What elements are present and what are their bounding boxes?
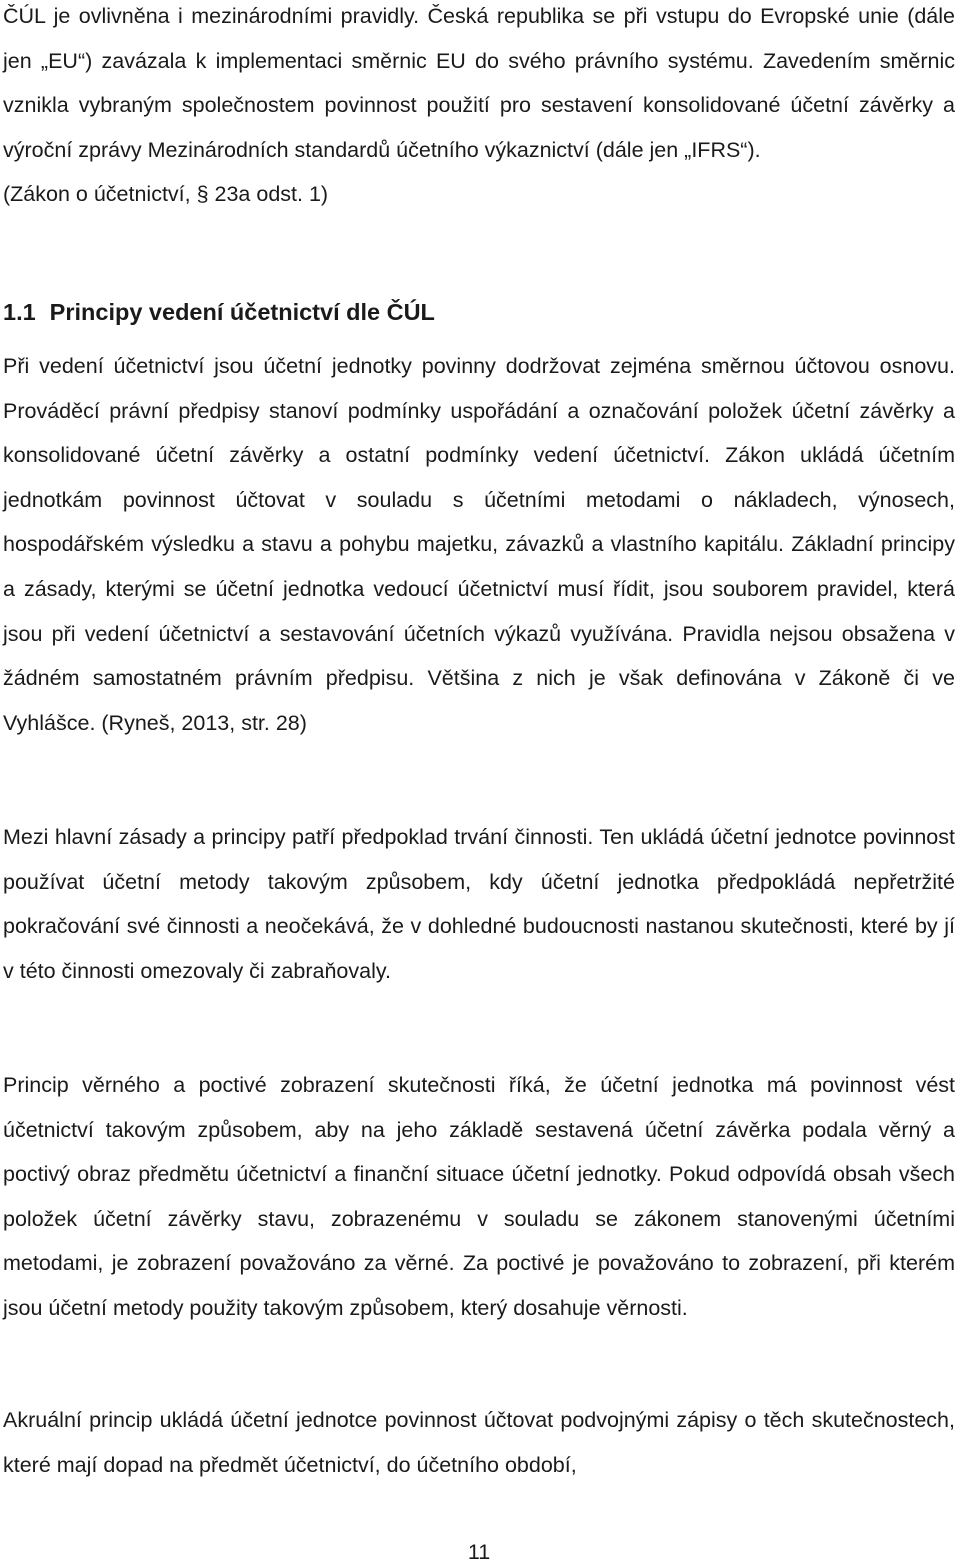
law-citation: (Zákon o účetnictví, § 23a odst. 1) <box>3 182 329 207</box>
paragraph-accounting-principles: Při vedení účetnictví jsou účetní jednotky povinny dodržovat zejména směrnou účtovou osnovu. Prováděcí právní předpisy stanoví podmínky uspořádání a označování položek účetní závěrky a konsolidované účetní závěrky a ostatní podmínky vedení účetnictví. Zákon ukládá účetním jednotkám povinnost účtovat v souladu s účetními metodami o nákladech, výnosech, hospodářském výsledku a stavu a pohybu majetku, závazků a vlastního kapitálu. Základní principy a zásady, kterými se účetní jednotka vedoucí účetnictví musí řídit, jsou souborem pravidel, která jsou při vedení účetnictví a sestavování účetních výkazů využívána. Pravidla nejsou obsažena v žádném samostatném právním předpisu. Většina z nich je však definována v Zákoně či ve Vyhlášce. (Ryneš, 2013, str. 28) <box>3 354 955 735</box>
intro-paragraph <box>3 0 955 217</box>
section-number: 1.1 <box>3 299 36 325</box>
section-title: Principy vedení účetnictví dle ČÚL <box>49 299 435 325</box>
page-number: 11 <box>467 1540 491 1564</box>
paragraph-accrual-principle: Akruální princip ukládá účetní jednotce povinnost účtovat podvojnými zápisy o těch skutečnostech, které mají dopad na předmět účetnictví, do účetního období, <box>3 1408 955 1477</box>
intro-text: ČÚL je ovlivněna i mezinárodními pravidly. Česká republika se při vstupu do Evropské unie (dále jen „EU“) zavázala k implementaci směrnic EU do svého právního systému. Zavedením směrnic vznikla vybraným společnostem povinnost použití pro sestavení konsolidované účetní závěrky a výroční zprávy Mezinárodních standardů účetního výkaznictví (dále jen „IFRS“). <box>3 4 955 162</box>
paragraph-true-fair-view: Princip věrného a poctivé zobrazení skutečnosti říká, že účetní jednotka má povinnost vést účetnictví takovým způsobem, aby na jeho základě sestavená účetní závěrka podala věrný a poctivý obraz předmětu účetnictví a finanční situace účetní jednotky. Pokud odpovídá obsah všech položek účetní závěrky stavu, zobrazenému v souladu se zákonem stanovenými účetními metodami, je zobrazení považováno za věrné. Za poctivé je považováno to zobrazení, při kterém jsou účetní metody použity takovým způsobem, který dosahuje věrnosti. <box>3 1073 955 1320</box>
paragraph-going-concern: Mezi hlavní zásady a principy patří předpoklad trvání činnosti. Ten ukládá účetní jednotce povinnost používat účetní metody takovým způsobem, kdy účetní jednotka předpokládá nepřetržité pokračování své činnosti a neočekává, že v dohledné budoucnosti nastanou skutečnosti, které by jí v této činnosti omezovaly či zabraňovaly. <box>3 825 955 983</box>
section-heading <box>3 296 435 328</box>
